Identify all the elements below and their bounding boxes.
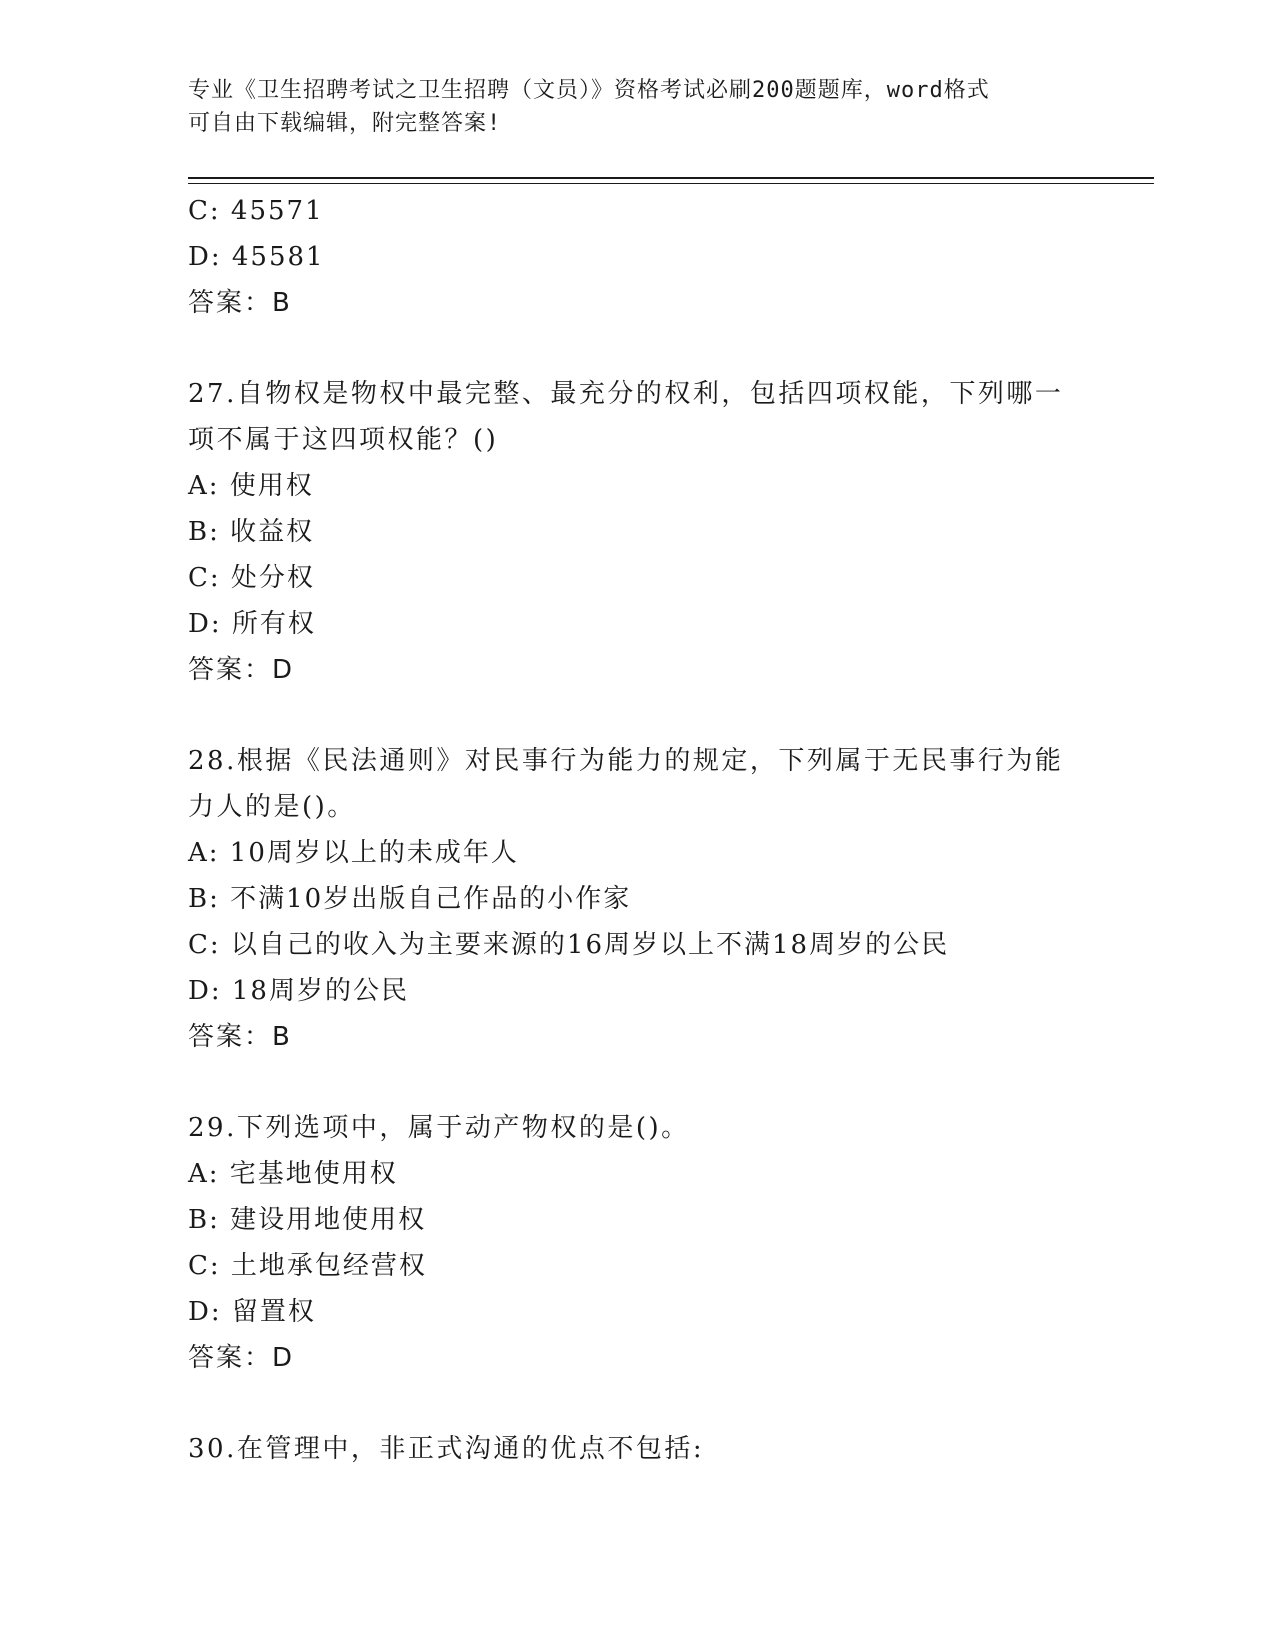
- option-c: C: 土地承包经营权: [188, 1251, 427, 1281]
- answer-line: 答案：B: [188, 1022, 292, 1052]
- question-27: [188, 371, 1088, 693]
- header-divider: [188, 177, 1154, 179]
- question-stem: 29.下列选项中，属于动产物权的是()。: [188, 1113, 690, 1143]
- option-c: C: 处分权: [188, 563, 315, 593]
- document-body: [188, 188, 1088, 1472]
- option-c: C: 45571: [188, 196, 324, 226]
- question-stem: 27.自物权是物权中最完整、最充分的权利，包括四项权能，下列哪一: [188, 379, 1064, 409]
- option-d: D: 所有权: [188, 609, 316, 639]
- option-b: B: 收益权: [188, 517, 315, 547]
- option-c: C: 以自己的收入为主要来源的16周岁以上不满18周岁的公民: [188, 930, 950, 960]
- question-26-tail: [188, 188, 1088, 326]
- header-divider-thin: [188, 183, 1154, 184]
- question-29: [188, 1105, 1088, 1381]
- answer-line: 答案：D: [188, 1343, 295, 1373]
- question-stem: 项不属于这四项权能？(): [188, 425, 499, 455]
- question-stem: 30.在管理中，非正式沟通的优点不包括:: [188, 1434, 705, 1464]
- page-header: [188, 74, 1088, 140]
- option-d: D: 18周岁的公民: [188, 976, 409, 1006]
- header-title-line-1: 专业《卫生招聘考试之卫生招聘（文员）》资格考试必刷200题题库，word格式: [188, 78, 990, 103]
- option-d: D: 45581: [188, 242, 325, 272]
- option-b: B: 不满10岁出版自己作品的小作家: [188, 884, 632, 914]
- question-stem: 28.根据《民法通则》对民事行为能力的规定，下列属于无民事行为能: [188, 746, 1064, 776]
- question-28: [188, 738, 1088, 1060]
- question-30: [188, 1426, 1088, 1472]
- answer-line: 答案：B: [188, 288, 292, 318]
- option-a: A: 10周岁以上的未成年人: [188, 838, 519, 868]
- option-d: D: 留置权: [188, 1297, 316, 1327]
- answer-line: 答案：D: [188, 655, 295, 685]
- header-title-line-2: 可自由下载编辑，附完整答案!: [188, 111, 502, 136]
- option-b: B: 建设用地使用权: [188, 1205, 427, 1235]
- option-a: A: 宅基地使用权: [188, 1159, 398, 1189]
- option-a: A: 使用权: [188, 471, 314, 501]
- question-stem: 力人的是()。: [188, 792, 356, 822]
